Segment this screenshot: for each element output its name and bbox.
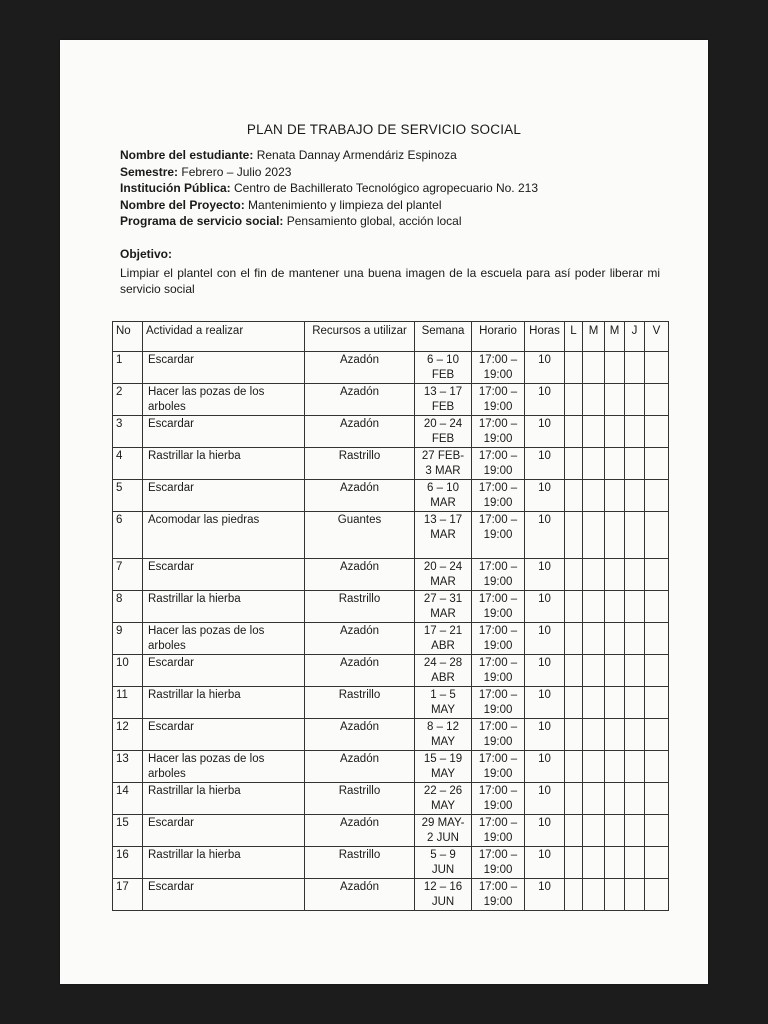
cell-no: 11	[113, 687, 143, 719]
table-row	[113, 687, 669, 719]
cell-day-j	[625, 591, 645, 623]
cell-day-l	[565, 384, 583, 416]
info-value: Renata Dannay Armendáriz Espinoza	[256, 148, 457, 162]
cell-semana: 13 – 17 MAR	[415, 512, 472, 559]
cell-day-m2	[605, 751, 625, 783]
cell-day-v	[645, 847, 669, 879]
cell-day-m1	[583, 783, 605, 815]
cell-day-m2	[605, 480, 625, 512]
cell-day-m1	[583, 623, 605, 655]
table-row	[113, 815, 669, 847]
header-day-j: J	[625, 322, 645, 352]
cell-day-j	[625, 352, 645, 384]
cell-day-m1	[583, 559, 605, 591]
cell-semana: 1 – 5 MAY	[415, 687, 472, 719]
info-row-program	[120, 213, 538, 230]
table-row	[113, 448, 669, 480]
cell-horas: 10	[525, 623, 565, 655]
cell-semana: 22 – 26 MAY	[415, 783, 472, 815]
cell-semana: 20 – 24 FEB	[415, 416, 472, 448]
cell-horario: 17:00 – 19:00	[472, 352, 525, 384]
cell-day-m1	[583, 512, 605, 559]
cell-no: 4	[113, 448, 143, 480]
cell-horas: 10	[525, 416, 565, 448]
cell-semana: 15 – 19 MAY	[415, 751, 472, 783]
table-row	[113, 591, 669, 623]
info-value: Febrero – Julio 2023	[181, 164, 292, 179]
cell-horario: 17:00 – 19:00	[472, 879, 525, 911]
student-info	[120, 147, 538, 230]
cell-day-v	[645, 559, 669, 591]
cell-actividad: Rastrillar la hierba	[143, 448, 305, 480]
cell-actividad: Rastrillar la hierba	[143, 591, 305, 623]
cell-recursos: Azadón	[305, 879, 415, 911]
cell-semana: 29 MAY- 2 JUN	[415, 815, 472, 847]
cell-horario: 17:00 – 19:00	[472, 591, 525, 623]
cell-horas: 10	[525, 879, 565, 911]
cell-horario: 17:00 – 19:00	[472, 847, 525, 879]
header-day-l: L	[565, 322, 583, 352]
cell-no: 12	[113, 719, 143, 751]
table-row	[113, 783, 669, 815]
table-row	[113, 512, 669, 559]
cell-day-j	[625, 687, 645, 719]
cell-horas: 10	[525, 719, 565, 751]
cell-day-v	[645, 512, 669, 559]
cell-semana: 27 – 31 MAR	[415, 591, 472, 623]
cell-day-j	[625, 480, 645, 512]
cell-day-v	[645, 751, 669, 783]
cell-day-m2	[605, 879, 625, 911]
cell-day-v	[645, 815, 669, 847]
info-value: Pensamiento global, acción local	[286, 214, 462, 228]
cell-day-m1	[583, 719, 605, 751]
cell-day-m2	[605, 783, 625, 815]
cell-semana: 5 – 9 JUN	[415, 847, 472, 879]
cell-day-m1	[583, 815, 605, 847]
cell-day-l	[565, 480, 583, 512]
info-row-student	[120, 147, 538, 164]
cell-day-j	[625, 623, 645, 655]
header-day-m1: M	[583, 322, 605, 352]
cell-no: 13	[113, 751, 143, 783]
info-label: Institución Pública:	[120, 181, 231, 195]
cell-day-l	[565, 783, 583, 815]
cell-horario: 17:00 – 19:00	[472, 719, 525, 751]
cell-day-m2	[605, 416, 625, 448]
cell-day-j	[625, 815, 645, 847]
cell-day-j	[625, 512, 645, 559]
cell-horario: 17:00 – 19:00	[472, 687, 525, 719]
cell-horario: 17:00 – 19:00	[472, 480, 525, 512]
cell-recursos: Azadón	[305, 559, 415, 591]
header-actividad: Actividad a realizar	[143, 322, 305, 352]
cell-semana: 6 – 10 FEB	[415, 352, 472, 384]
cell-horas: 10	[525, 352, 565, 384]
cell-day-m1	[583, 655, 605, 687]
cell-recursos: Azadón	[305, 655, 415, 687]
cell-actividad: Hacer las pozas de los arboles	[143, 384, 305, 416]
cell-horario: 17:00 – 19:00	[472, 751, 525, 783]
cell-day-l	[565, 719, 583, 751]
document-title: PLAN DE TRABAJO DE SERVICIO SOCIAL	[246, 122, 522, 137]
cell-horario: 17:00 – 19:00	[472, 655, 525, 687]
table-row	[113, 480, 669, 512]
cell-semana: 13 – 17 FEB	[415, 384, 472, 416]
cell-no: 9	[113, 623, 143, 655]
cell-day-j	[625, 751, 645, 783]
cell-recursos: Azadón	[305, 815, 415, 847]
cell-recursos: Azadón	[305, 416, 415, 448]
cell-day-m1	[583, 416, 605, 448]
cell-actividad: Hacer las pozas de los arboles	[143, 623, 305, 655]
cell-no: 17	[113, 879, 143, 911]
cell-semana: 20 – 24 MAR	[415, 559, 472, 591]
work-plan-table	[112, 321, 669, 911]
cell-no: 3	[113, 416, 143, 448]
info-row-institution	[120, 180, 538, 197]
cell-day-m2	[605, 512, 625, 559]
cell-horas: 10	[525, 384, 565, 416]
cell-day-l	[565, 352, 583, 384]
cell-no: 2	[113, 384, 143, 416]
cell-day-v	[645, 687, 669, 719]
cell-horario: 17:00 – 19:00	[472, 512, 525, 559]
cell-recursos: Azadón	[305, 623, 415, 655]
info-value: Centro de Bachillerato Tecnológico agropecuario No. 213	[234, 181, 538, 195]
cell-day-j	[625, 655, 645, 687]
cell-day-m1	[583, 687, 605, 719]
cell-day-m1	[583, 480, 605, 512]
cell-horario: 17:00 – 19:00	[472, 623, 525, 655]
cell-actividad: Acomodar las piedras	[143, 512, 305, 559]
cell-day-m2	[605, 448, 625, 480]
cell-day-m2	[605, 384, 625, 416]
cell-horas: 10	[525, 783, 565, 815]
cell-day-l	[565, 879, 583, 911]
cell-day-m1	[583, 591, 605, 623]
cell-day-l	[565, 623, 583, 655]
cell-actividad: Escardar	[143, 815, 305, 847]
cell-day-l	[565, 448, 583, 480]
cell-day-m1	[583, 751, 605, 783]
cell-actividad: Escardar	[143, 879, 305, 911]
cell-day-v	[645, 384, 669, 416]
cell-day-j	[625, 783, 645, 815]
cell-day-v	[645, 448, 669, 480]
cell-semana: 17 – 21 ABR	[415, 623, 472, 655]
cell-day-j	[625, 416, 645, 448]
cell-day-v	[645, 879, 669, 911]
cell-day-j	[625, 448, 645, 480]
cell-no: 8	[113, 591, 143, 623]
cell-day-l	[565, 815, 583, 847]
cell-day-m2	[605, 352, 625, 384]
cell-day-l	[565, 559, 583, 591]
cell-actividad: Escardar	[143, 655, 305, 687]
cell-actividad: Escardar	[143, 352, 305, 384]
cell-horario: 17:00 – 19:00	[472, 559, 525, 591]
cell-day-l	[565, 687, 583, 719]
cell-day-v	[645, 480, 669, 512]
table-row	[113, 879, 669, 911]
cell-day-v	[645, 719, 669, 751]
cell-day-m1	[583, 352, 605, 384]
cell-horario: 17:00 – 19:00	[472, 815, 525, 847]
cell-horas: 10	[525, 591, 565, 623]
cell-recursos: Azadón	[305, 480, 415, 512]
header-no: No	[113, 322, 143, 352]
objective-label: Objetivo:	[120, 247, 173, 261]
cell-day-m2	[605, 623, 625, 655]
cell-no: 5	[113, 480, 143, 512]
cell-day-l	[565, 512, 583, 559]
cell-actividad: Escardar	[143, 416, 305, 448]
cell-horas: 10	[525, 512, 565, 559]
cell-horario: 17:00 – 19:00	[472, 384, 525, 416]
cell-day-v	[645, 655, 669, 687]
cell-no: 6	[113, 512, 143, 559]
cell-horas: 10	[525, 559, 565, 591]
cell-actividad: Escardar	[143, 559, 305, 591]
cell-horario: 17:00 – 19:00	[472, 416, 525, 448]
cell-recursos: Guantes	[305, 512, 415, 559]
cell-no: 10	[113, 655, 143, 687]
cell-day-m2	[605, 591, 625, 623]
cell-horas: 10	[525, 687, 565, 719]
cell-actividad: Rastrillar la hierba	[143, 847, 305, 879]
document-page	[60, 40, 708, 984]
header-semana: Semana	[415, 322, 472, 352]
cell-day-v	[645, 591, 669, 623]
cell-recursos: Azadón	[305, 719, 415, 751]
cell-day-l	[565, 591, 583, 623]
table-row	[113, 847, 669, 879]
header-horario: Horario	[472, 322, 525, 352]
cell-day-m2	[605, 655, 625, 687]
cell-day-l	[565, 416, 583, 448]
cell-recursos: Rastrillo	[305, 591, 415, 623]
cell-actividad: Escardar	[143, 719, 305, 751]
info-label: Semestre:	[120, 164, 179, 179]
cell-actividad: Rastrillar la hierba	[143, 687, 305, 719]
cell-actividad: Hacer las pozas de los arboles	[143, 751, 305, 783]
cell-day-m2	[605, 719, 625, 751]
cell-day-v	[645, 623, 669, 655]
cell-no: 14	[113, 783, 143, 815]
cell-semana: 12 – 16 JUN	[415, 879, 472, 911]
cell-no: 1	[113, 352, 143, 384]
cell-recursos: Azadón	[305, 384, 415, 416]
cell-day-m1	[583, 847, 605, 879]
table-row	[113, 623, 669, 655]
cell-day-m2	[605, 815, 625, 847]
table-row	[113, 655, 669, 687]
table-row	[113, 384, 669, 416]
cell-day-l	[565, 655, 583, 687]
objective-text: Limpiar el plantel con el fin de mantener una buena imagen de la escuela para así poder liberar mi servicio social	[120, 266, 660, 296]
cell-horas: 10	[525, 815, 565, 847]
cell-horas: 10	[525, 655, 565, 687]
cell-day-m2	[605, 687, 625, 719]
cell-recursos: Azadón	[305, 751, 415, 783]
cell-day-v	[645, 783, 669, 815]
table-row	[113, 559, 669, 591]
cell-semana: 8 – 12 MAY	[415, 719, 472, 751]
cell-no: 7	[113, 559, 143, 591]
cell-horas: 10	[525, 751, 565, 783]
cell-horario: 17:00 – 19:00	[472, 448, 525, 480]
cell-semana: 27 FEB- 3 MAR	[415, 448, 472, 480]
cell-day-m2	[605, 847, 625, 879]
cell-no: 15	[113, 815, 143, 847]
cell-day-j	[625, 384, 645, 416]
info-label: Programa de servicio social:	[120, 214, 284, 228]
cell-day-j	[625, 719, 645, 751]
cell-day-m1	[583, 879, 605, 911]
cell-recursos: Rastrillo	[305, 783, 415, 815]
cell-day-v	[645, 352, 669, 384]
info-label: Nombre del estudiante:	[120, 148, 254, 162]
cell-recursos: Rastrillo	[305, 687, 415, 719]
header-day-v: V	[645, 322, 669, 352]
table-row	[113, 352, 669, 384]
cell-semana: 24 – 28 ABR	[415, 655, 472, 687]
cell-day-j	[625, 879, 645, 911]
cell-day-m2	[605, 559, 625, 591]
cell-semana: 6 – 10 MAR	[415, 480, 472, 512]
cell-actividad: Escardar	[143, 480, 305, 512]
cell-day-l	[565, 751, 583, 783]
table-row	[113, 751, 669, 783]
cell-horas: 10	[525, 448, 565, 480]
cell-day-j	[625, 559, 645, 591]
cell-recursos: Rastrillo	[305, 448, 415, 480]
header-day-m2: M	[605, 322, 625, 352]
cell-horas: 10	[525, 847, 565, 879]
cell-no: 16	[113, 847, 143, 879]
header-recursos: Recursos a utilizar	[305, 322, 415, 352]
table-row	[113, 719, 669, 751]
info-row-semester	[120, 164, 538, 181]
cell-horas: 10	[525, 480, 565, 512]
info-value: Mantenimiento y limpieza del plantel	[248, 197, 442, 212]
info-label: Nombre del Proyecto:	[120, 197, 245, 212]
cell-day-j	[625, 847, 645, 879]
cell-day-l	[565, 847, 583, 879]
cell-horario: 17:00 – 19:00	[472, 783, 525, 815]
table-header-row	[113, 322, 669, 352]
table-row	[113, 416, 669, 448]
cell-recursos: Azadón	[305, 352, 415, 384]
cell-day-v	[645, 416, 669, 448]
cell-actividad: Rastrillar la hierba	[143, 783, 305, 815]
cell-recursos: Rastrillo	[305, 847, 415, 879]
cell-day-m1	[583, 384, 605, 416]
header-horas: Horas	[525, 322, 565, 352]
cell-day-m1	[583, 448, 605, 480]
info-row-project	[120, 197, 538, 214]
